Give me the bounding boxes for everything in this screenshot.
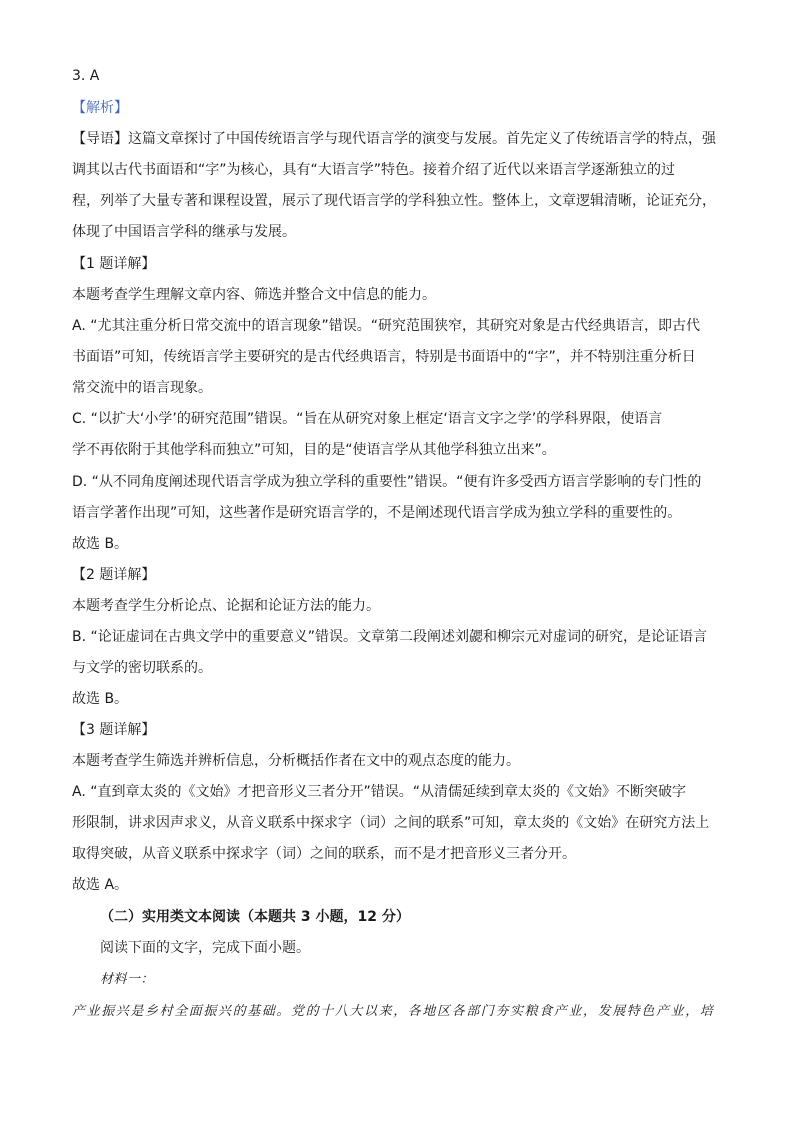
- q1-line: 故选 B。: [72, 536, 129, 552]
- q1-line: 本题考查学生理解文章内容、筛选并整合文中信息的能力。: [72, 287, 436, 303]
- q1-line: C. “以扩大‘小学’的研究范围”错误。“旨在从研究对象上框定‘语言文字之学’的学科界限，使语言: [72, 411, 663, 427]
- q2-line: 与文学的密切联系的。: [72, 660, 212, 676]
- q1-line: 语言学著作出现”可知，这些著作是研究语言学的，不是阐述现代语言学成为独立学科的重要性的。: [72, 505, 682, 521]
- analysis-label: 【解析】: [72, 100, 128, 116]
- intro-line: 程，列举了大量专著和课程设置，展示了现代语言学的学科独立性。整体上，文章逻辑清晰，论证充分，: [72, 193, 716, 209]
- q3-line: 形限制，讲求因声求义，从音义联系中探求字（词）之间的联系”可知，章太炎的《文始》在研究方法上: [72, 815, 710, 831]
- answer-line: 3. A: [72, 68, 100, 84]
- q2-line: 本题考查学生分析论点、论据和论证方法的能力。: [72, 598, 380, 614]
- q1-line: A. “尤其注重分析日常交流中的语言现象”错误。“研究范围狭窄，其研究对象是古代经典语言，即古代: [72, 318, 700, 334]
- material-label: 材料一：: [100, 972, 155, 987]
- q1-line: 常交流中的语言现象。: [72, 380, 212, 396]
- material-text-line: 产业振兴是乡村全面振兴的基础。党的十八大以来，各地区各部门夯实粮食产业，发展特色产业，培: [72, 1004, 715, 1019]
- q3-line: 本题考查学生筛选并辨析信息，分析概括作者在文中的观点态度的能力。: [72, 753, 520, 769]
- q3-line: 取得突破，从音义联系中探求字（词）之间的联系，而不是才把音形义三者分开。: [72, 846, 576, 862]
- q1-line: 学不再依附于其他学科而独立”可知，目的是“使语言学从其他学科独立出来”。: [72, 442, 556, 458]
- section-instruction: 阅读下面的文字，完成下面小题。: [100, 940, 310, 956]
- q1-label: 【1 题详解】: [72, 256, 156, 272]
- q2-line: 故选 B。: [72, 691, 129, 707]
- q3-line: A. “直到章太炎的《文始》才把音形义三者分开”错误。“从清儒延续到章太炎的《文始》不断突破字: [72, 784, 686, 800]
- q2-label: 【2 题详解】: [72, 567, 156, 583]
- intro-line: 调其以古代书面语和“字”为核心，具有“大语言学”特色。接着介绍了近代以来语言学逐渐独立的过: [72, 162, 676, 178]
- section-heading: （二）实用类文本阅读（本题共 3 小题，12 分）: [100, 909, 410, 925]
- q1-line: 书面语”可知，传统语言学主要研究的是古代经典语言，特别是书面语中的“字”，并不特别注重分析日: [72, 349, 696, 365]
- q3-label: 【3 题详解】: [72, 722, 156, 738]
- intro-line: 体现了中国语言学科的继承与发展。: [72, 224, 296, 240]
- q2-line: B. “论证虚词在古典文学中的重要意义”错误。文章第二段阐述刘勰和柳宗元对虚词的研究，是论证语言: [72, 629, 708, 645]
- q3-line: 故选 A。: [72, 877, 129, 893]
- q1-line: D. “从不同角度阐述现代语言学成为独立学科的重要性”错误。“便有许多受西方语言学影响的专门性的: [72, 474, 702, 490]
- intro-line: 【导语】这篇文章探讨了中国传统语言学与现代语言学的演变与发展。首先定义了传统语言学的特点，强: [72, 131, 716, 147]
